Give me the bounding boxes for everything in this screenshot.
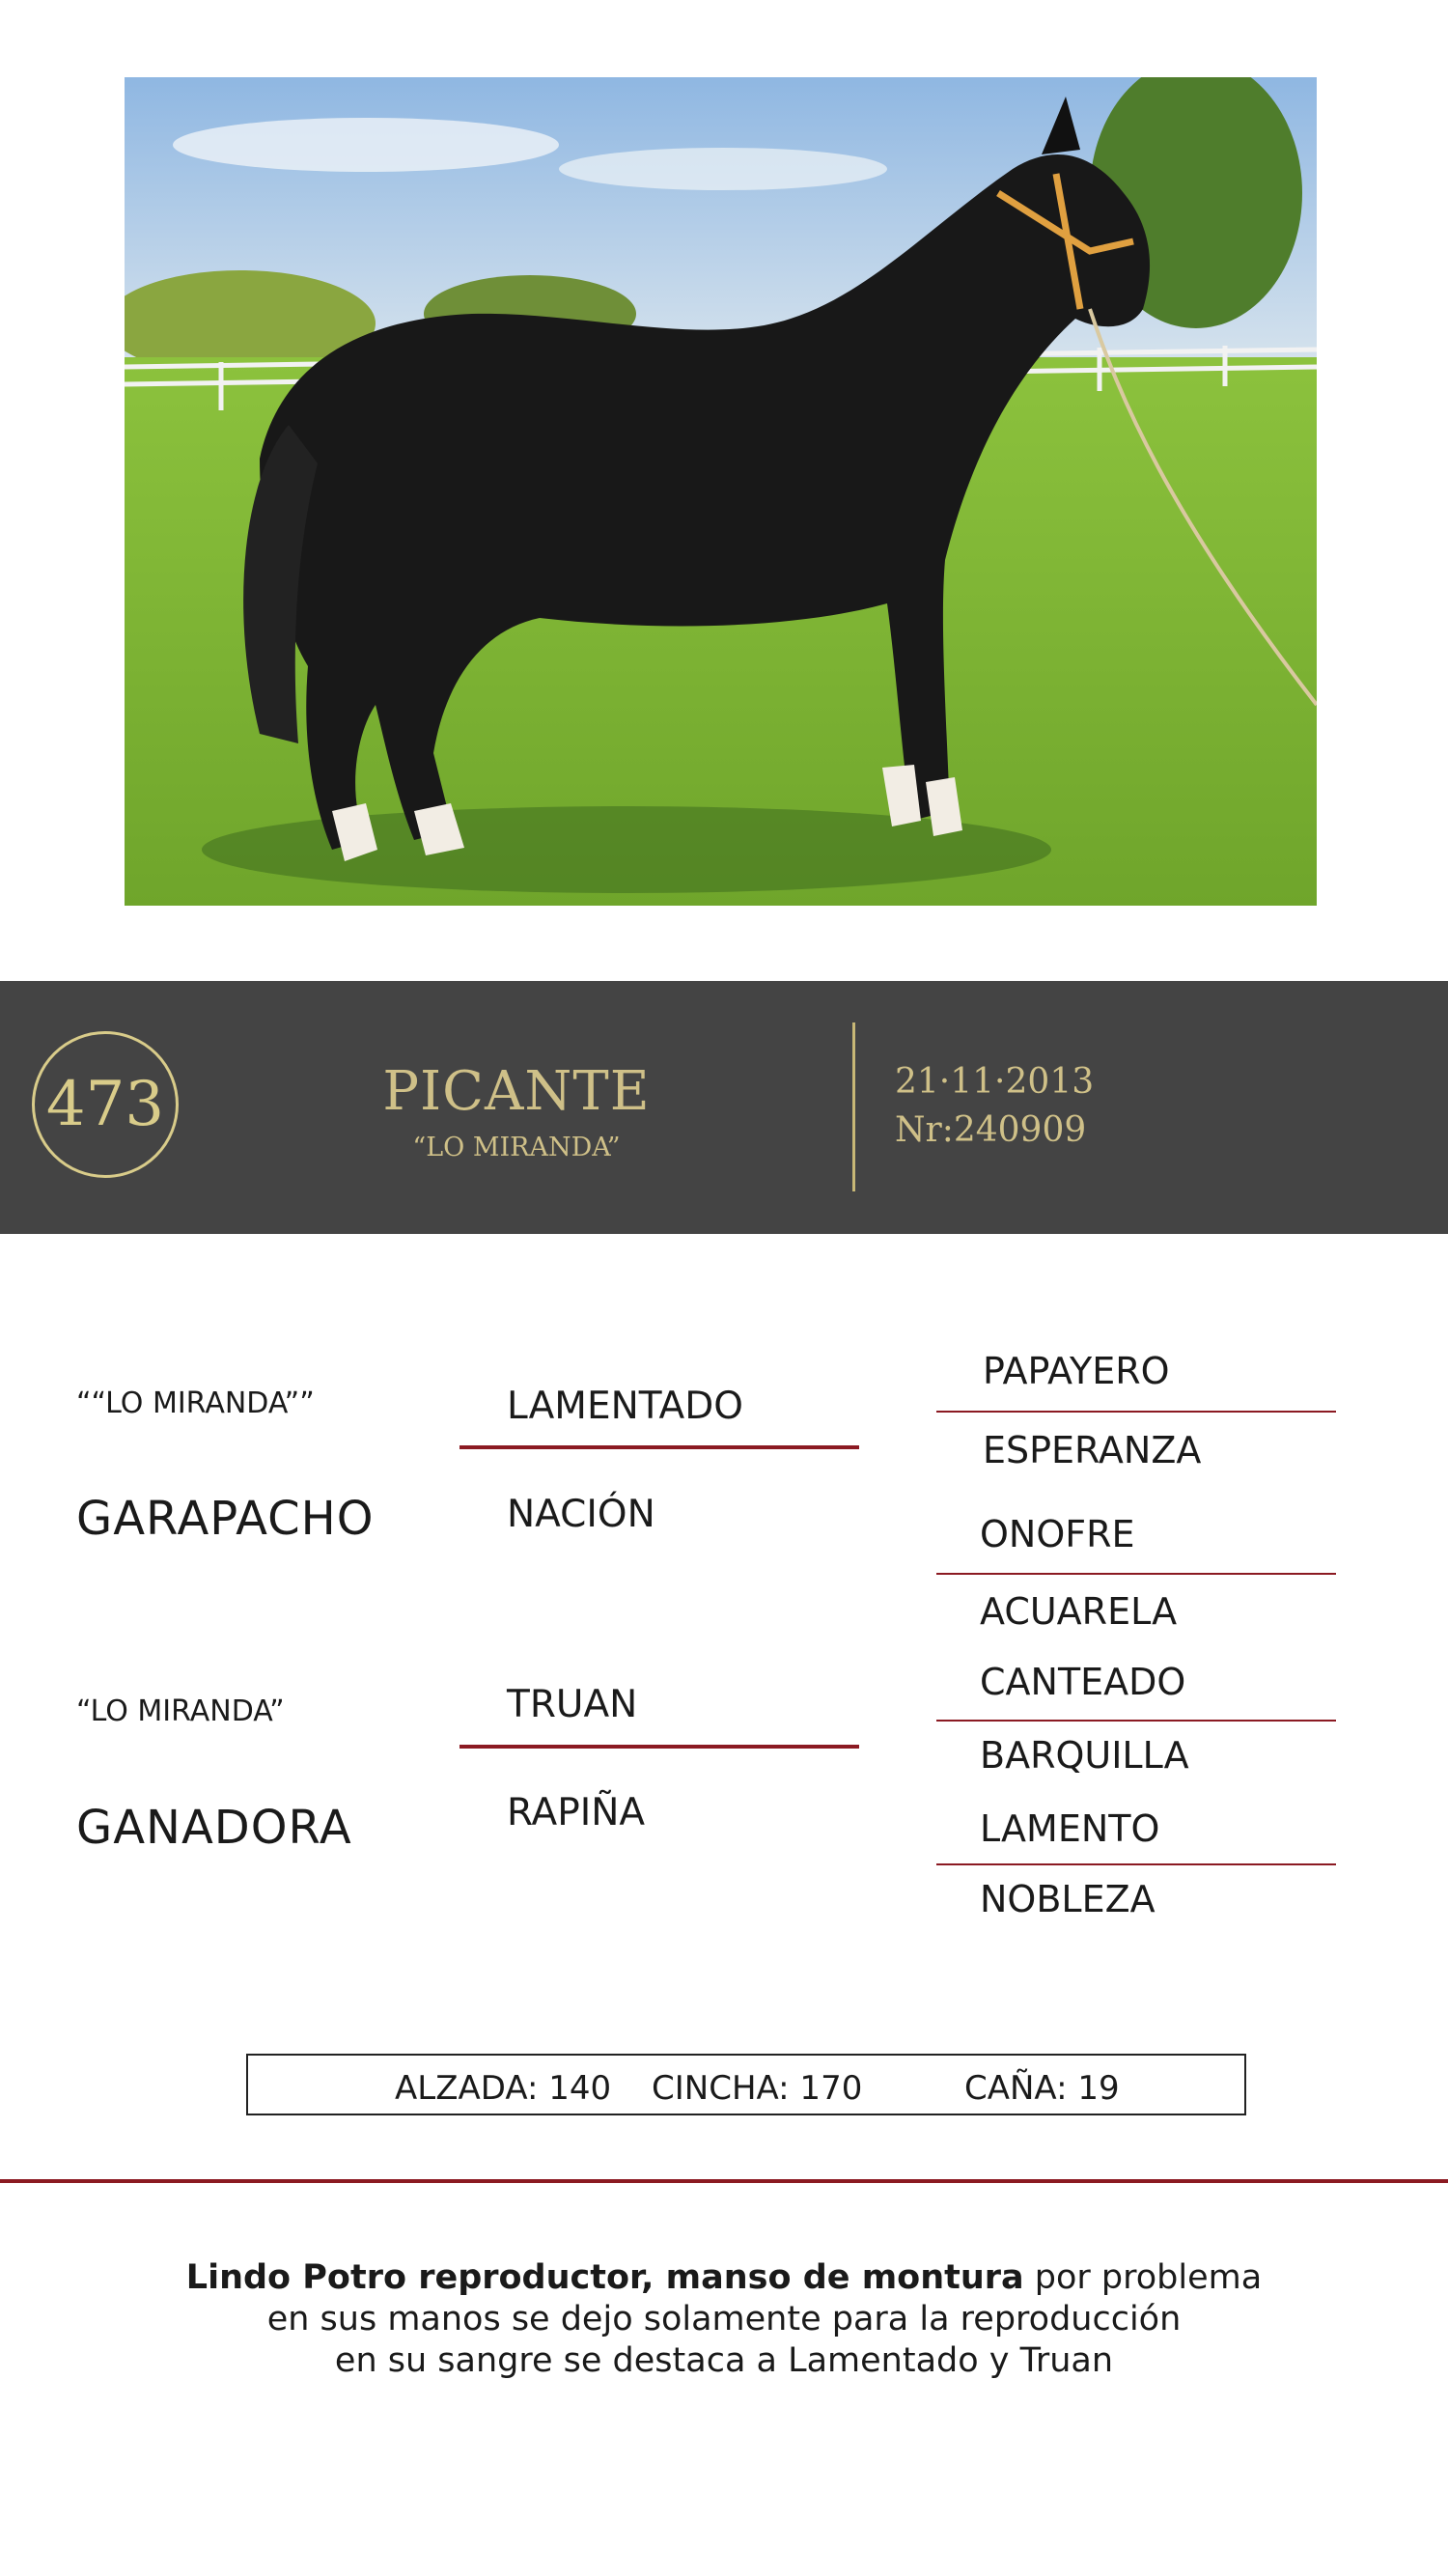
description-line-1 — [97, 2257, 1351, 2299]
ancestor-name: LAMENTO — [980, 1807, 1160, 1850]
pedigree-divider — [936, 1863, 1336, 1865]
pedigree-divider — [459, 1445, 859, 1449]
ancestor-name: BARQUILLA — [980, 1734, 1189, 1777]
ancestor-name: CANTEADO — [980, 1661, 1186, 1703]
description-line-1-rest: por problema — [1023, 2258, 1263, 2297]
measurements-box — [246, 2054, 1246, 2115]
description-line-2: en sus manos se dejo solamente para la reproducción — [266, 2300, 1182, 2338]
description-highlight: Lindo Potro reproductor, manso de montura — [185, 2258, 1024, 2297]
band-divider — [852, 1022, 855, 1191]
sire-name: GARAPACHO — [76, 1492, 375, 1546]
dam-breeder: “LO MIRANDA” — [76, 1694, 285, 1728]
birth-date: 21·11·2013 — [895, 1062, 1095, 1102]
horse-image — [125, 77, 1317, 906]
dam-dam: RAPIÑA — [507, 1791, 646, 1834]
horse-description — [97, 2257, 1351, 2382]
ancestor-name: PAPAYERO — [983, 1350, 1170, 1392]
description-line-3: en su sangre se destaca a Lamentado y Truan — [334, 2341, 1114, 2380]
dam-sire: TRUAN — [507, 1683, 638, 1726]
horse-breeder: “LO MIRANDA” — [412, 1133, 621, 1162]
cincha-measure: CINCHA: 170 — [652, 2069, 863, 2108]
lot-number-badge: 473 — [32, 1031, 179, 1178]
header-band — [0, 981, 1448, 1234]
registration-number: Nr:240909 — [895, 1110, 1087, 1150]
ancestor-name: ESPERANZA — [983, 1429, 1202, 1471]
sire-sire: LAMENTADO — [507, 1385, 743, 1428]
sire-breeder: ““LO MIRANDA”” — [76, 1386, 315, 1420]
ancestor-name: NOBLEZA — [980, 1878, 1156, 1920]
pedigree-divider — [936, 1411, 1336, 1413]
ancestor-name: ONOFRE — [980, 1513, 1135, 1555]
dam-name: GANADORA — [76, 1801, 352, 1855]
pedigree-divider — [459, 1745, 859, 1749]
pedigree-divider — [936, 1720, 1336, 1722]
pedigree-divider — [936, 1573, 1336, 1575]
horse-photo — [125, 77, 1317, 906]
section-divider — [0, 2179, 1448, 2183]
alzada-measure: ALZADA: 140 — [395, 2069, 612, 2108]
ancestor-name: ACUARELA — [980, 1590, 1178, 1633]
horse-name: PICANTE — [382, 1060, 651, 1123]
sire-dam: NACIÓN — [507, 1493, 655, 1536]
cana-measure: CAÑA: 19 — [964, 2069, 1120, 2108]
